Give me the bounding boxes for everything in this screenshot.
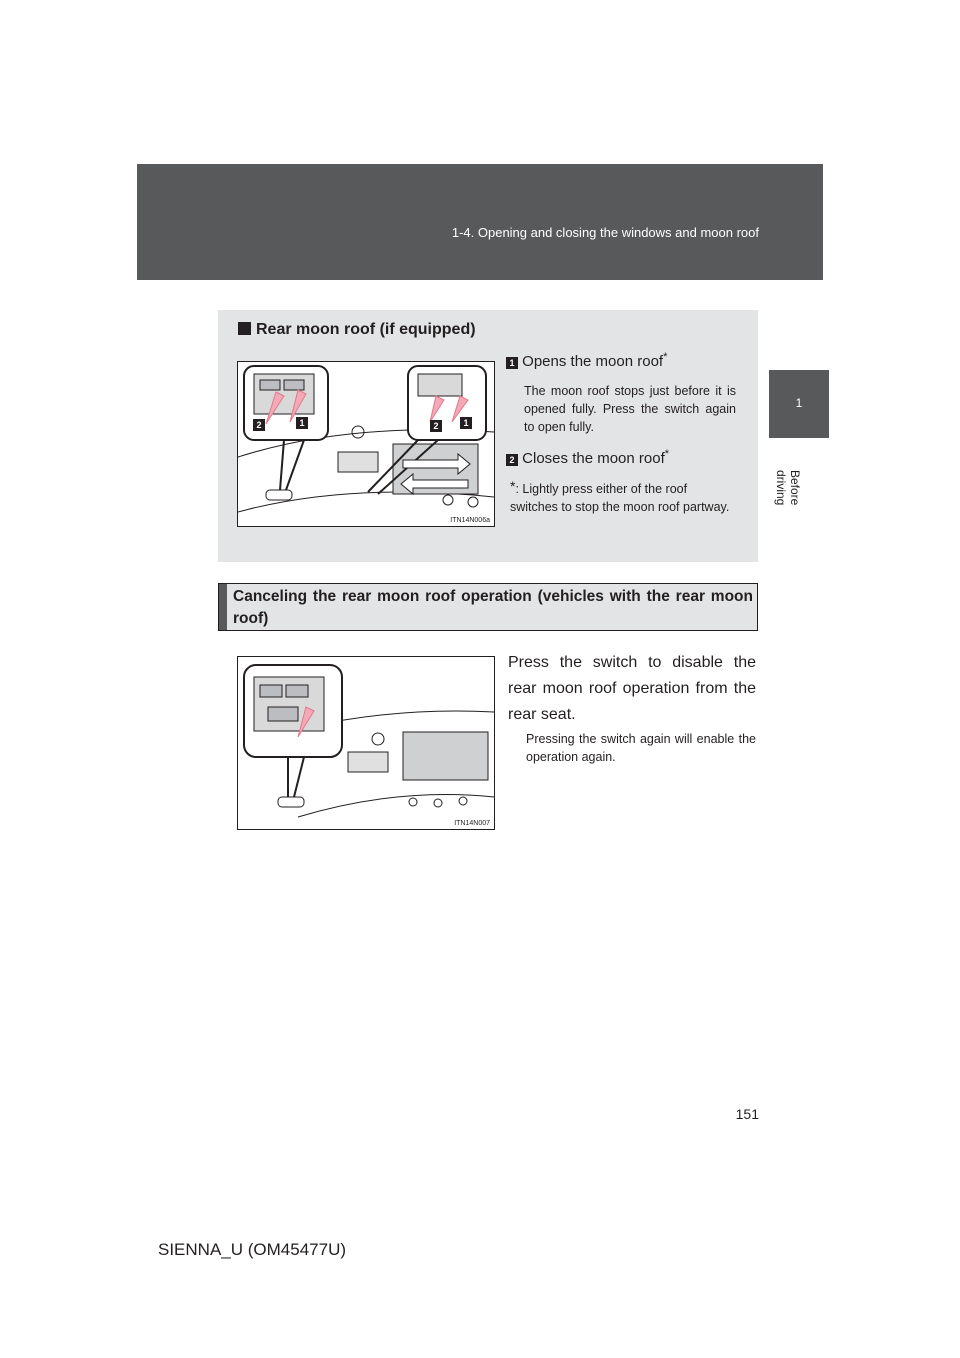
heading-stripe: [219, 584, 227, 630]
item-1-title: 1 Opens the moon roof*: [506, 351, 667, 370]
item-2-title: 2 Closes the moon roof*: [506, 448, 669, 467]
rear-moon-roof-figure: [237, 361, 495, 527]
item-1-number: 1: [506, 357, 518, 369]
asterisk-mark: *: [663, 351, 668, 363]
section-header-title: 1-4. Opening and closing the windows and moon roof: [451, 225, 759, 240]
chapter-tab[interactable]: [769, 370, 829, 438]
rear-roof-lock-switch-illustration: [238, 657, 494, 829]
canceling-body: Press the switch to disable the rear moon roof operation from the rear seat.: [508, 654, 756, 723]
rear-moon-roof-heading: Rear moon roof (if equipped): [238, 321, 476, 339]
asterisk-mark: *: [664, 448, 670, 460]
chapter-label: Before driving: [774, 470, 802, 506]
canceling-note: Pressing the switch again will enable the operation again.: [526, 732, 756, 764]
item-2-number: 2: [506, 454, 518, 466]
moon-roof-switch-illustration: [238, 362, 494, 526]
callout-2-left: 2: [253, 419, 265, 431]
footnote: *: Lightly press either of the roof switches to stop the moon roof partway.: [510, 478, 730, 514]
header-band: [137, 164, 823, 280]
item-1-note: The moon roof stops just before it is opened fully. Press the switch again to open fully.: [524, 384, 736, 434]
figure-code: ITN14N006a: [450, 517, 490, 524]
canceling-section-heading: [218, 583, 758, 631]
figure-code: ITN14N007: [454, 820, 490, 827]
square-bullet-icon: [238, 322, 251, 335]
canceling-figure: [237, 656, 495, 830]
page-number: 151: [735, 1106, 759, 1122]
canceling-heading-text: Canceling the rear moon roof operation (vehicles with the rear moon roof): [233, 588, 753, 627]
callout-1-right: 1: [460, 417, 472, 429]
chapter-number: 1: [795, 396, 803, 410]
callout-1-left: 1: [296, 417, 308, 429]
callout-2-right: 2: [430, 420, 442, 432]
model-code: SIENNA_U (OM45477U): [158, 1240, 347, 1259]
